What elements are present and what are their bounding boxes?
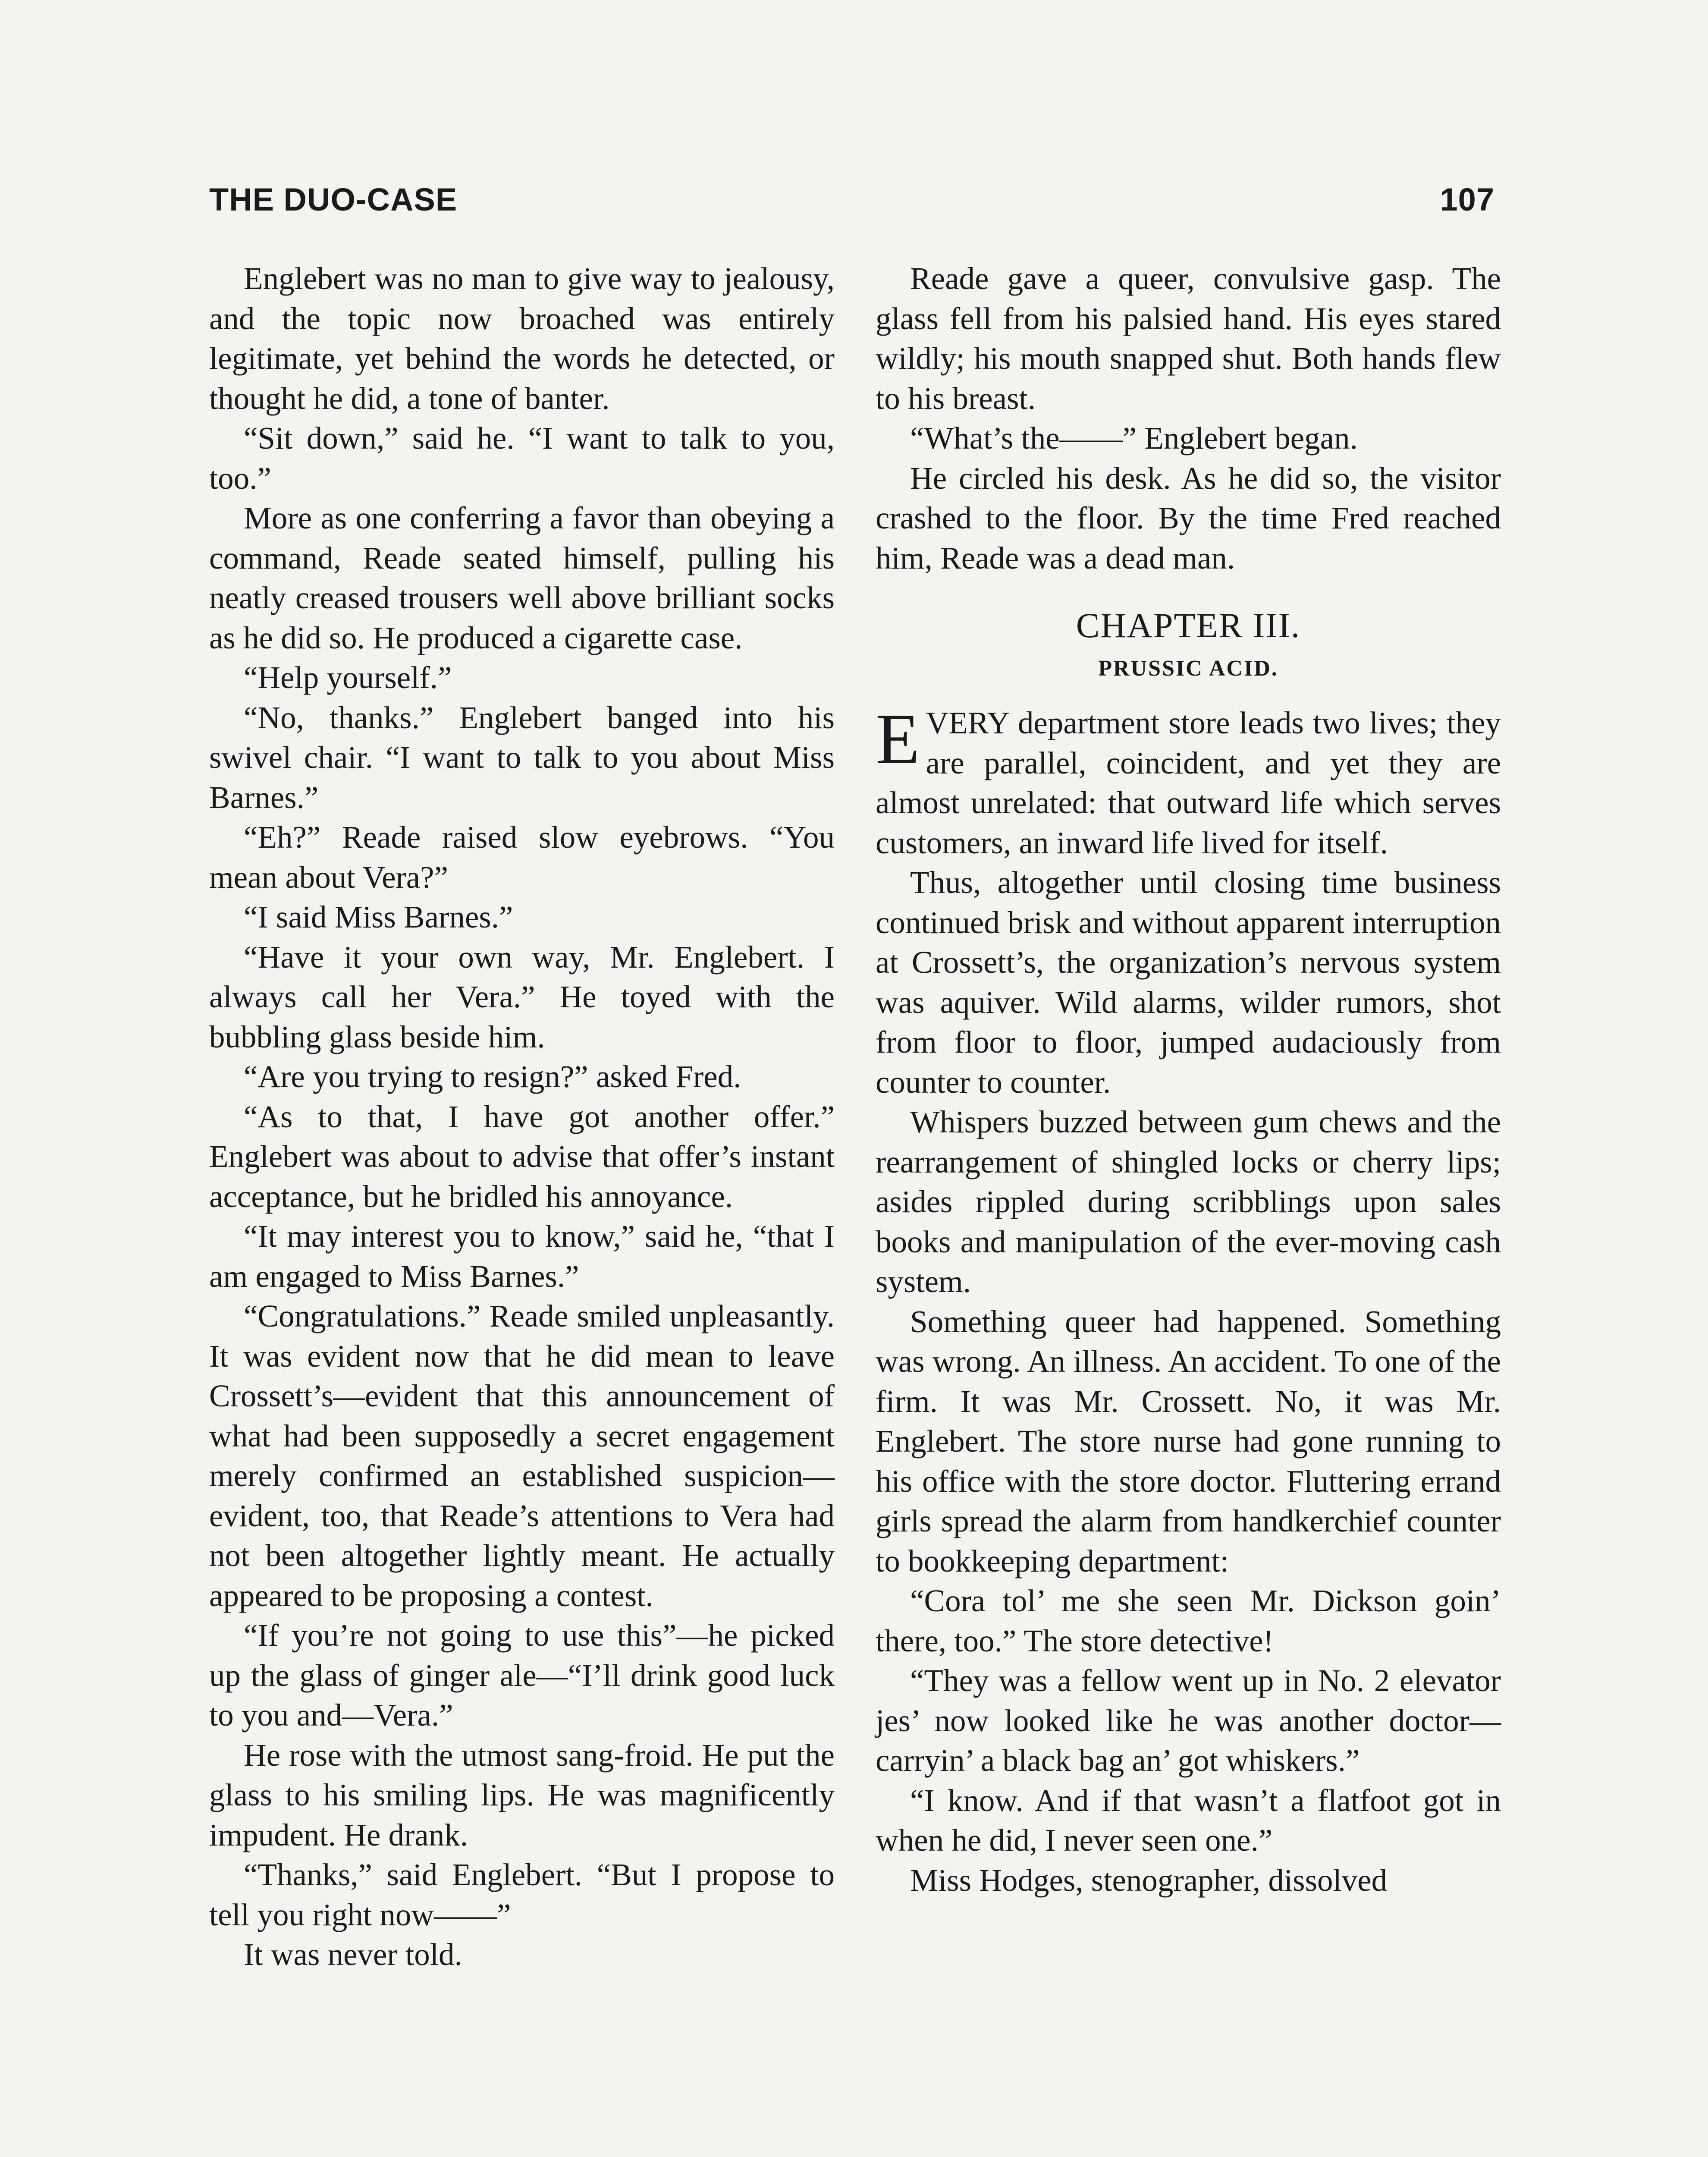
paragraph: More as one conferring a favor than obeying a command, Reade seated himself, pulling his neatly creased trousers well above brilliant socks as he did so. He produced a cigarette case. [209, 500, 835, 655]
paragraph: Whispers buzzed between gum chews and the rearrangement of shingled locks or cherry lips; asides rippled during scribblings upon sales books and manipulation of the ever-moving cash system. [876, 1104, 1501, 1299]
paragraph: “As to that, I have got another offer.” Englebert was about to advise that offer’s instant acceptance, but he bridled his annoyance. [209, 1099, 835, 1214]
running-title: THE DUO-CASE [209, 182, 458, 217]
paragraph: “I know. And if that wasn’t a flatfoot got in when he did, I never seen one.” [876, 1783, 1501, 1858]
chapter-opening-paragraph [876, 699, 1501, 863]
paragraph: He circled his desk. As he did so, the visitor crashed to the floor. By the time Fred reached him, Reade was a dead man. [876, 460, 1501, 575]
paragraph: Something queer had happened. Something was wrong. An illness. An accident. To one of the firm. It was Mr. Crossett. No, it was Mr. Englebert. The store nurse had gone running to his office with the store doctor. Fluttering errand girls spread the alarm from handkerchief counter to bookkeeping department: [876, 1304, 1501, 1578]
chapter-heading: CHAPTER III. [1076, 606, 1301, 645]
chapter-opening-text: VERY department store leads two lives; they are parallel, coincident, and yet they are almost unrelated: that outward life which serves customers, an inward life lived for itself. [876, 705, 1501, 860]
paragraph: Reade gave a queer, convulsive gasp. The glass fell from his palsied hand. His eyes stared wildly; his mouth snapped shut. Both hands flew to his breast. [876, 261, 1501, 416]
paragraph: “Help yourself.” [244, 660, 452, 695]
running-head [209, 181, 1494, 233]
paragraph: “Have it your own way, Mr. Englebert. I always call her Vera.” He toyed with the bubbling glass beside him. [209, 939, 835, 1054]
paragraph: “Cora tol’ me she seen Mr. Dickson goin’ there, too.” The store detective! [876, 1583, 1501, 1658]
paragraph: “Congratulations.” Reade smiled unpleasantly. It was evident now that he did mean to leave Crossett’s—evident that this announcement of what had been supposedly a secret engagement merely confirmed an established suspicion—evident, too, that Reade’s attentions to Vera had not been altogether lightly meant. He actually appeared to be proposing a contest. [209, 1299, 835, 1613]
paragraph: It was never told. [244, 1937, 462, 1972]
paragraph: “I said Miss Barnes.” [244, 899, 513, 934]
drop-cap: E [876, 699, 920, 779]
right-column [876, 259, 1501, 1900]
chapter-subtitle: PRUSSIC ACID. [1098, 656, 1278, 681]
paragraph: “No, thanks.” Englebert banged into his swivel chair. “I want to talk to you about Miss Barnes.” [209, 700, 835, 815]
paragraph: He rose with the utmost sang-froid. He put the glass to his smiling lips. He was magnificently impudent. He drank. [209, 1737, 835, 1852]
paragraph: “Sit down,” said he. “I want to talk to you, too.” [209, 421, 835, 496]
paragraph: “Are you trying to resign?” asked Fred. [244, 1059, 741, 1094]
paragraph: “If you’re not going to use this”—he picked up the glass of ginger ale—“I’ll drink good luck to you and—Vera.” [209, 1618, 835, 1733]
paragraph: “What’s the——” Englebert began. [910, 421, 1358, 456]
page-number: 107 [1440, 182, 1494, 217]
paragraph: “Eh?” Reade raised slow eyebrows. “You mean about Vera?” [209, 820, 835, 895]
paragraph: Miss Hodges, stenographer, dissolved [910, 1862, 1388, 1898]
paragraph: “It may interest you to know,” said he, “that I am engaged to Miss Barnes.” [209, 1219, 835, 1294]
paragraph: Thus, altogether until closing time business continued brisk and without apparent interruption at Crossett’s, the organization’s nervous system was aquiver. Wild alarms, wilder rumors, shot from floor to floor, jumped audaciously from counter to counter. [876, 865, 1501, 1100]
paragraph: Englebert was no man to give way to jealousy, and the topic now broached was entirely legitimate, yet behind the words he detected, or thought he did, a tone of banter. [209, 261, 835, 416]
left-column [209, 259, 835, 1975]
paragraph: “Thanks,” said Englebert. “But I propose to tell you right now——” [209, 1857, 835, 1932]
paragraph: “They was a fellow went up in No. 2 elevator jes’ now looked like he was another doctor—carryin’ a black bag an’ got whiskers.” [876, 1663, 1501, 1778]
